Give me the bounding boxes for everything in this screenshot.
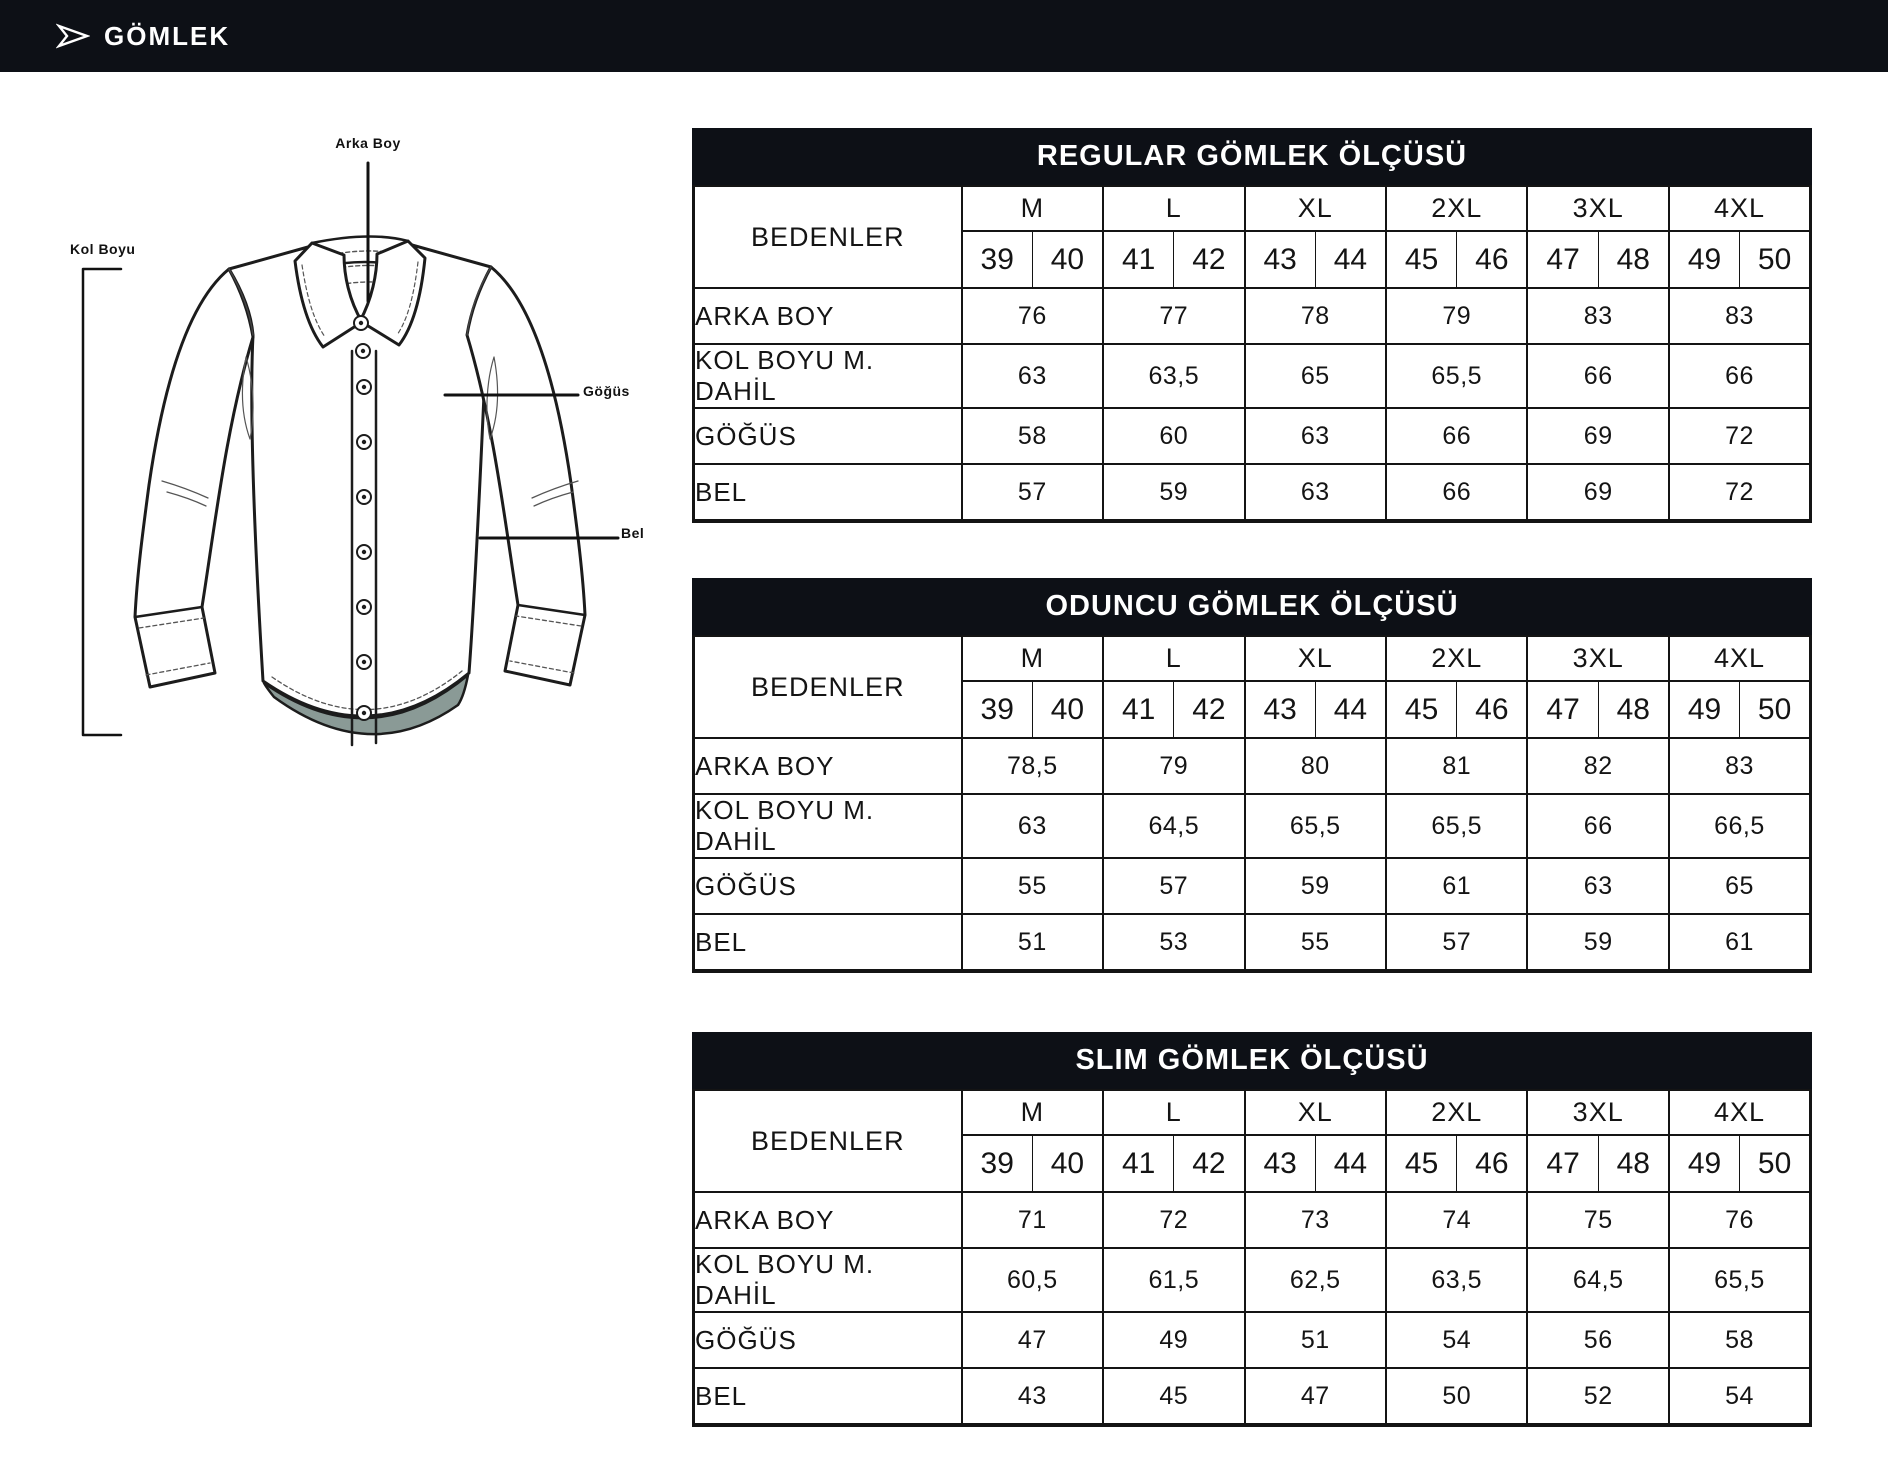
cell-value: 81 <box>1386 738 1527 794</box>
cell-value: 69 <box>1527 408 1668 464</box>
shirt-illustration <box>50 95 690 785</box>
row-label: BEL <box>694 914 962 971</box>
size-number-header: 48 <box>1598 231 1669 288</box>
row-label: KOL BOYU M. DAHİL <box>694 344 962 408</box>
cell-value: 66 <box>1386 408 1527 464</box>
cell-value: 57 <box>1103 858 1244 914</box>
cell-value: 54 <box>1669 1368 1811 1425</box>
size-number-header: 50 <box>1740 231 1811 288</box>
cell-value: 61,5 <box>1103 1248 1244 1312</box>
label-kol-boyu: Kol Boyu <box>70 241 136 257</box>
row-label: GÖĞÜS <box>694 858 962 914</box>
cell-value: 51 <box>962 914 1103 971</box>
cell-value: 47 <box>962 1312 1103 1368</box>
size-number-header: 49 <box>1669 231 1740 288</box>
size-table-regular <box>692 128 1812 523</box>
cell-value: 57 <box>1386 914 1527 971</box>
size-table-slim <box>692 1032 1812 1427</box>
size-letter-header: L <box>1103 186 1244 231</box>
cell-value: 63 <box>962 344 1103 408</box>
size-letter-header: 2XL <box>1386 1090 1527 1135</box>
cell-value: 56 <box>1527 1312 1668 1368</box>
cell-value: 59 <box>1245 858 1386 914</box>
cell-value: 61 <box>1386 858 1527 914</box>
size-number-header: 49 <box>1669 681 1740 738</box>
size-number-header: 47 <box>1527 1135 1598 1192</box>
cell-value: 55 <box>962 858 1103 914</box>
cell-value: 63 <box>1527 858 1668 914</box>
cell-value: 83 <box>1669 288 1811 344</box>
size-number-header: 44 <box>1315 681 1386 738</box>
size-grid <box>692 1089 1812 1427</box>
size-number-header: 43 <box>1245 1135 1316 1192</box>
header-bar[interactable] <box>0 0 1888 72</box>
cell-value: 62,5 <box>1245 1248 1386 1312</box>
size-letter-header: 2XL <box>1386 636 1527 681</box>
cell-value: 64,5 <box>1527 1248 1668 1312</box>
size-number-header: 48 <box>1598 1135 1669 1192</box>
size-letter-header: M <box>962 636 1103 681</box>
size-letter-header: XL <box>1245 186 1386 231</box>
cell-value: 80 <box>1245 738 1386 794</box>
cell-value: 82 <box>1527 738 1668 794</box>
size-letter-header: 3XL <box>1527 1090 1668 1135</box>
cell-value: 79 <box>1386 288 1527 344</box>
cell-value: 69 <box>1527 464 1668 521</box>
cell-value: 66 <box>1527 344 1668 408</box>
cell-value: 72 <box>1669 464 1811 521</box>
shirt-measurement-diagram <box>50 95 690 795</box>
cell-value: 51 <box>1245 1312 1386 1368</box>
cell-value: 63 <box>1245 408 1386 464</box>
size-number-header: 39 <box>962 231 1033 288</box>
cell-value: 64,5 <box>1103 794 1244 858</box>
size-number-header: 41 <box>1103 231 1174 288</box>
table-title: SLIM GÖMLEK ÖLÇÜSÜ <box>692 1032 1812 1089</box>
cell-value: 78,5 <box>962 738 1103 794</box>
size-letter-header: M <box>962 186 1103 231</box>
cell-value: 60,5 <box>962 1248 1103 1312</box>
cell-value: 57 <box>962 464 1103 521</box>
size-number-header: 39 <box>962 681 1033 738</box>
size-number-header: 43 <box>1245 231 1316 288</box>
row-label: ARKA BOY <box>694 1192 962 1248</box>
label-bel: Bel <box>621 525 645 541</box>
cell-value: 65,5 <box>1669 1248 1811 1312</box>
size-number-header: 47 <box>1527 681 1598 738</box>
size-table-oduncu <box>692 578 1812 973</box>
row-label: BEL <box>694 464 962 521</box>
cell-value: 47 <box>1245 1368 1386 1425</box>
size-number-header: 45 <box>1386 231 1457 288</box>
cell-value: 71 <box>962 1192 1103 1248</box>
cell-value: 60 <box>1103 408 1244 464</box>
table-title: REGULAR GÖMLEK ÖLÇÜSÜ <box>692 128 1812 185</box>
size-number-header: 48 <box>1598 681 1669 738</box>
size-letter-header: XL <box>1245 636 1386 681</box>
cell-value: 79 <box>1103 738 1244 794</box>
cell-value: 83 <box>1669 738 1811 794</box>
cell-value: 66 <box>1386 464 1527 521</box>
row-label: ARKA BOY <box>694 738 962 794</box>
size-number-header: 47 <box>1527 231 1598 288</box>
label-gogus: Göğüs <box>583 383 630 399</box>
size-letter-header: 4XL <box>1669 1090 1811 1135</box>
cell-value: 72 <box>1103 1192 1244 1248</box>
cell-value: 63,5 <box>1103 344 1244 408</box>
cell-value: 66 <box>1527 794 1668 858</box>
cell-value: 77 <box>1103 288 1244 344</box>
size-number-header: 45 <box>1386 1135 1457 1192</box>
size-letter-header: 3XL <box>1527 636 1668 681</box>
cell-value: 59 <box>1103 464 1244 521</box>
size-letter-header: 4XL <box>1669 636 1811 681</box>
cell-value: 65 <box>1245 344 1386 408</box>
row-label: GÖĞÜS <box>694 1312 962 1368</box>
size-number-header: 46 <box>1457 681 1528 738</box>
size-number-header: 42 <box>1174 681 1245 738</box>
size-number-header: 40 <box>1032 681 1103 738</box>
size-grid <box>692 185 1812 523</box>
cell-value: 65,5 <box>1386 344 1527 408</box>
arrow-right-icon <box>56 22 90 50</box>
bedenler-header: BEDENLER <box>694 636 962 738</box>
cell-value: 59 <box>1527 914 1668 971</box>
cell-value: 55 <box>1245 914 1386 971</box>
size-letter-header: M <box>962 1090 1103 1135</box>
cell-value: 76 <box>1669 1192 1811 1248</box>
size-number-header: 44 <box>1315 231 1386 288</box>
cell-value: 52 <box>1527 1368 1668 1425</box>
cell-value: 65,5 <box>1245 794 1386 858</box>
size-number-header: 39 <box>962 1135 1033 1192</box>
cell-value: 63 <box>1245 464 1386 521</box>
cell-value: 73 <box>1245 1192 1386 1248</box>
label-arka-boy: Arka Boy <box>335 135 401 151</box>
bedenler-header: BEDENLER <box>694 1090 962 1192</box>
size-number-header: 40 <box>1032 231 1103 288</box>
cell-value: 74 <box>1386 1192 1527 1248</box>
size-number-header: 42 <box>1174 231 1245 288</box>
cell-value: 63 <box>962 794 1103 858</box>
size-number-header: 40 <box>1032 1135 1103 1192</box>
size-number-header: 49 <box>1669 1135 1740 1192</box>
row-label: KOL BOYU M. DAHİL <box>694 794 962 858</box>
cell-value: 61 <box>1669 914 1811 971</box>
cell-value: 49 <box>1103 1312 1244 1368</box>
cell-value: 43 <box>962 1368 1103 1425</box>
size-letter-header: XL <box>1245 1090 1386 1135</box>
row-label: KOL BOYU M. DAHİL <box>694 1248 962 1312</box>
cell-value: 72 <box>1669 408 1811 464</box>
size-number-header: 45 <box>1386 681 1457 738</box>
cell-value: 66,5 <box>1669 794 1811 858</box>
cell-value: 65 <box>1669 858 1811 914</box>
row-label: GÖĞÜS <box>694 408 962 464</box>
cell-value: 75 <box>1527 1192 1668 1248</box>
size-number-header: 41 <box>1103 1135 1174 1192</box>
cell-value: 76 <box>962 288 1103 344</box>
cell-value: 50 <box>1386 1368 1527 1425</box>
cell-value: 54 <box>1386 1312 1527 1368</box>
size-letter-header: 3XL <box>1527 186 1668 231</box>
size-number-header: 42 <box>1174 1135 1245 1192</box>
size-letter-header: L <box>1103 1090 1244 1135</box>
cell-value: 83 <box>1527 288 1668 344</box>
row-label: ARKA BOY <box>694 288 962 344</box>
row-label: BEL <box>694 1368 962 1425</box>
bedenler-header: BEDENLER <box>694 186 962 288</box>
size-number-header: 46 <box>1457 231 1528 288</box>
cell-value: 53 <box>1103 914 1244 971</box>
table-title: ODUNCU GÖMLEK ÖLÇÜSÜ <box>692 578 1812 635</box>
cell-value: 78 <box>1245 288 1386 344</box>
cell-value: 66 <box>1669 344 1811 408</box>
size-number-header: 41 <box>1103 681 1174 738</box>
size-number-header: 44 <box>1315 1135 1386 1192</box>
size-number-header: 50 <box>1740 681 1811 738</box>
cell-value: 58 <box>1669 1312 1811 1368</box>
page-title: GÖMLEK <box>104 20 231 51</box>
cell-value: 45 <box>1103 1368 1244 1425</box>
size-number-header: 50 <box>1740 1135 1811 1192</box>
size-letter-header: L <box>1103 636 1244 681</box>
size-number-header: 43 <box>1245 681 1316 738</box>
cell-value: 58 <box>962 408 1103 464</box>
size-letter-header: 2XL <box>1386 186 1527 231</box>
size-number-header: 46 <box>1457 1135 1528 1192</box>
size-grid <box>692 635 1812 973</box>
size-letter-header: 4XL <box>1669 186 1811 231</box>
kol-boyu-bracket <box>83 269 121 735</box>
cell-value: 63,5 <box>1386 1248 1527 1312</box>
cell-value: 65,5 <box>1386 794 1527 858</box>
